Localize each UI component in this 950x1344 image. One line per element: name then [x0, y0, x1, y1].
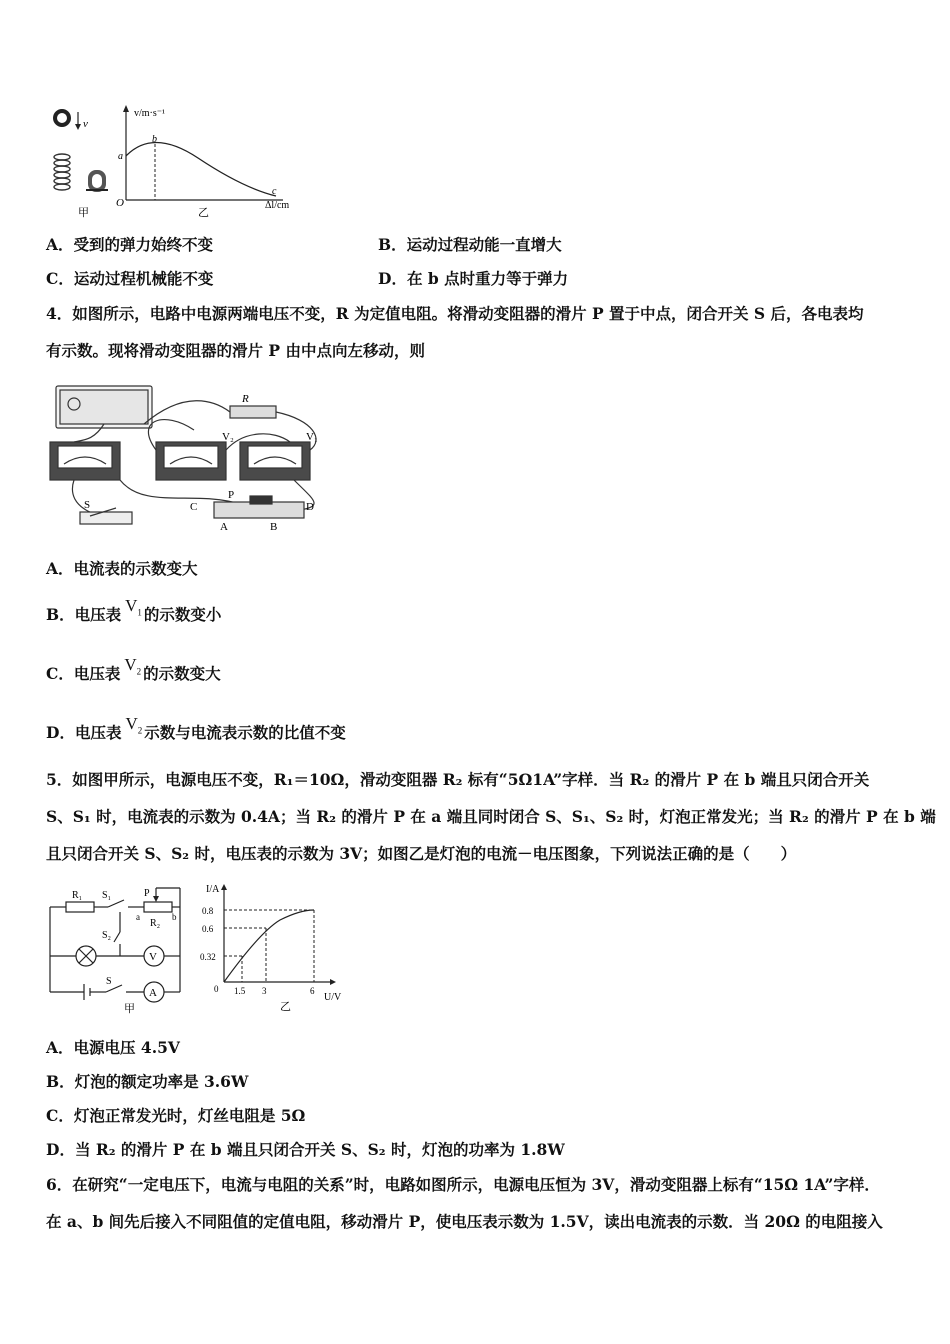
- terminal-d-label: D: [306, 501, 314, 513]
- label-jia: 甲: [124, 1003, 135, 1015]
- q3-option-d: D．在 b 点时重力等于弹力: [378, 269, 569, 288]
- v1-symbol: $V_1$: [125, 596, 142, 618]
- ytick-2: 0.32: [200, 952, 216, 962]
- v-label: v: [83, 118, 88, 130]
- q4-option-c-post: 的示数变大: [143, 664, 221, 683]
- q4-option-d: [46, 714, 346, 750]
- q4-option-a: A．电流表的示数变大: [46, 559, 198, 578]
- q5-option-a: A．电源电压 4.5V: [46, 1038, 180, 1057]
- q3-option-c: C．运动过程机械能不变: [46, 269, 214, 288]
- q6-stem-line1: 6．在研究“一定电压下，电流与电阻的关系”时，电路如图所示，电源电压恒为 3V，滑动变阻器上标有“15Ω 1A”字样．: [46, 1175, 880, 1194]
- resistor-r-label: R: [242, 393, 249, 405]
- b-label: b: [172, 912, 177, 922]
- dl-axis-label: Δl/cm: [265, 200, 290, 211]
- switch-s-label: S: [84, 499, 91, 511]
- ytick-0: 0.8: [202, 906, 214, 916]
- q4-stem-line1: 4．如图所示，电路中电源两端电压不变，R 为定值电阻。将滑动变阻器的滑片 P 置于中点，闭合开关 S 后，各电表均: [46, 304, 864, 323]
- p-label: P: [144, 888, 150, 899]
- point-a: a: [118, 151, 123, 162]
- q6-stem-line2: 在 a、b 间先后接入不同阻值的定值电阻，移动滑片 P，使电压表示数为 1.5V，读出电流表的示数．当 20Ω 的电阻接入: [46, 1212, 883, 1231]
- terminal-c-label: C: [190, 501, 198, 513]
- terminal-a-label: A: [220, 521, 228, 533]
- q5-iu-graph: [200, 880, 350, 1018]
- a-label: a: [136, 912, 140, 922]
- q4-option-d-post: 示数与电流表示数的比值不变: [144, 723, 346, 742]
- origin-label: O: [116, 197, 124, 209]
- v-axis-label: v/m·s⁻¹: [134, 108, 166, 119]
- q5-option-d: D．当 R₂ 的滑片 P 在 b 端且只闭合开关 S、S₂ 时，灯泡的功率为 1.8W: [46, 1140, 565, 1159]
- q4-option-c: [46, 655, 221, 691]
- graph-ylabel: I/A: [206, 884, 220, 895]
- v2-symbol: $V_2$: [124, 655, 142, 677]
- q4-option-b-post: 的示数变小: [143, 605, 222, 624]
- s1-label: S₁: [102, 890, 112, 901]
- ytick-1: 0.6: [202, 924, 214, 934]
- q4-stem-line2: 有示数。现将滑动变阻器的滑片 P 由中点向左移动，则: [46, 341, 425, 360]
- q4-circuit-figure: [44, 380, 334, 540]
- q4-option-c-pre: C．电压表: [46, 664, 121, 683]
- label-jia: 甲: [78, 207, 89, 219]
- xtick-1: 3: [262, 986, 267, 996]
- v1-label: V₁: [306, 431, 318, 443]
- point-b: b: [152, 134, 157, 145]
- q5-stem-line3: 且只闭合开关 S、S₂ 时，电压表的示数为 3V；如图乙是灯泡的电流－电压图象，下列说法正确的是（ ）: [46, 844, 797, 863]
- s2-label: S₂: [102, 930, 112, 941]
- q3-option-b: B．运动过程动能一直增大: [378, 235, 562, 254]
- s-label: S: [106, 976, 112, 987]
- graph-xlabel: U/V: [324, 992, 342, 1003]
- q4-option-b-pre: B．电压表: [46, 605, 122, 624]
- ammeter-label: A: [149, 987, 157, 999]
- q5-circuit-figure: [44, 880, 194, 1018]
- q4-option-b: [46, 596, 222, 632]
- point-c: c: [272, 186, 277, 197]
- label-yi: 乙: [280, 1001, 291, 1013]
- q3-figure: [48, 100, 318, 220]
- graph-origin: 0: [214, 984, 219, 994]
- xtick-2: 6: [310, 986, 315, 996]
- voltmeter-label: V: [149, 951, 157, 963]
- r1-label: R₁: [72, 890, 83, 901]
- v2-label: V₂: [222, 431, 234, 443]
- q5-option-c: C．灯泡正常发光时，灯丝电阻是 5Ω: [46, 1106, 306, 1125]
- r2-label: R₂: [150, 918, 161, 929]
- q5-option-b: B．灯泡的额定功率是 3.6W: [46, 1072, 249, 1091]
- label-yi: 乙: [198, 207, 209, 219]
- xtick-0: 1.5: [234, 986, 246, 996]
- q5-stem-line1: 5．如图甲所示，电源电压不变，R₁＝10Ω，滑动变阻器 R₂ 标有“5Ω1A”字样．当 R₂ 的滑片 P 在 b 端且只闭合开关: [46, 770, 870, 789]
- terminal-b-label: B: [270, 521, 278, 533]
- q4-option-d-pre: D．电压表: [46, 723, 122, 742]
- q3-option-a: A．受到的弹力始终不变: [46, 235, 214, 254]
- slider-p-label: P: [228, 489, 235, 501]
- v2-symbol-d: $V_2$: [125, 714, 143, 736]
- q5-stem-line2: S、S₁ 时，电流表的示数为 0.4A；当 R₂ 的滑片 P 在 a 端且同时闭合 S、S₁、S₂ 时，灯泡正常发光；当 R₂ 的滑片 P 在 b 端: [46, 807, 936, 826]
